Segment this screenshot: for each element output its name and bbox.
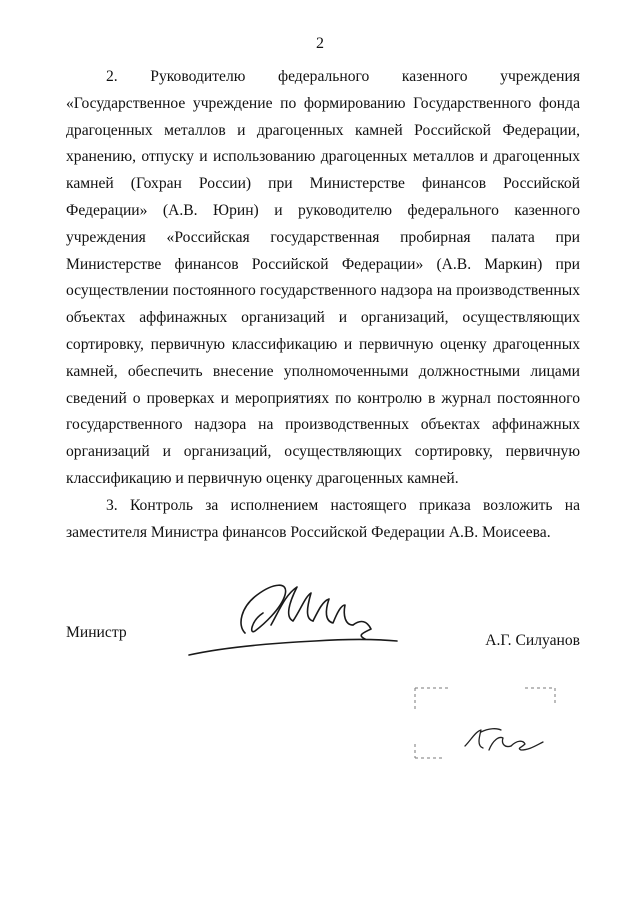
handwritten-signature	[185, 575, 400, 665]
paragraph-2: 2. Руководителю федерального казенного учреждения «Государственное учреждение по формированию Государственного фонда драгоценных металлов и драгоценных камней Российской Федерации, хранению, отпуску и использованию драгоценных металлов и драгоценных камней (Гохран России) при Министерстве финансов Российской Федерации» (А.В. Юрин) и руководителю федерального казенного учреждения «Российская государственная пробирная палата при Министерстве финансов Российской Федерации» (А.В. Маркин) при осуществлении постоянного государственного надзора на производственных объектах аффинажных организаций и организаций, осуществляющих сортировку, первичную классификацию и первичную оценку драгоценных камней, обеспечить внесение уполномоченными должностными лицами сведений о проверках и мероприятиях по контролю в журнал постоянного государственного надзора на производственных объектах аффинажных организаций и организаций, осуществляющих сортировку, первичную классификацию и первичную оценку драгоценных камней.	[66, 68, 580, 487]
document-body	[66, 64, 580, 546]
approval-mark	[405, 680, 570, 770]
page-number: 2	[316, 35, 324, 52]
paragraph-3: 3. Контроль за исполнением настоящего приказа возложить на заместителя Министра финансов Российской Федерации А.В. Моисеева.	[66, 496, 580, 541]
signer-name: А.Г. Силуанов	[485, 632, 580, 649]
signer-title: Министр	[66, 624, 127, 641]
